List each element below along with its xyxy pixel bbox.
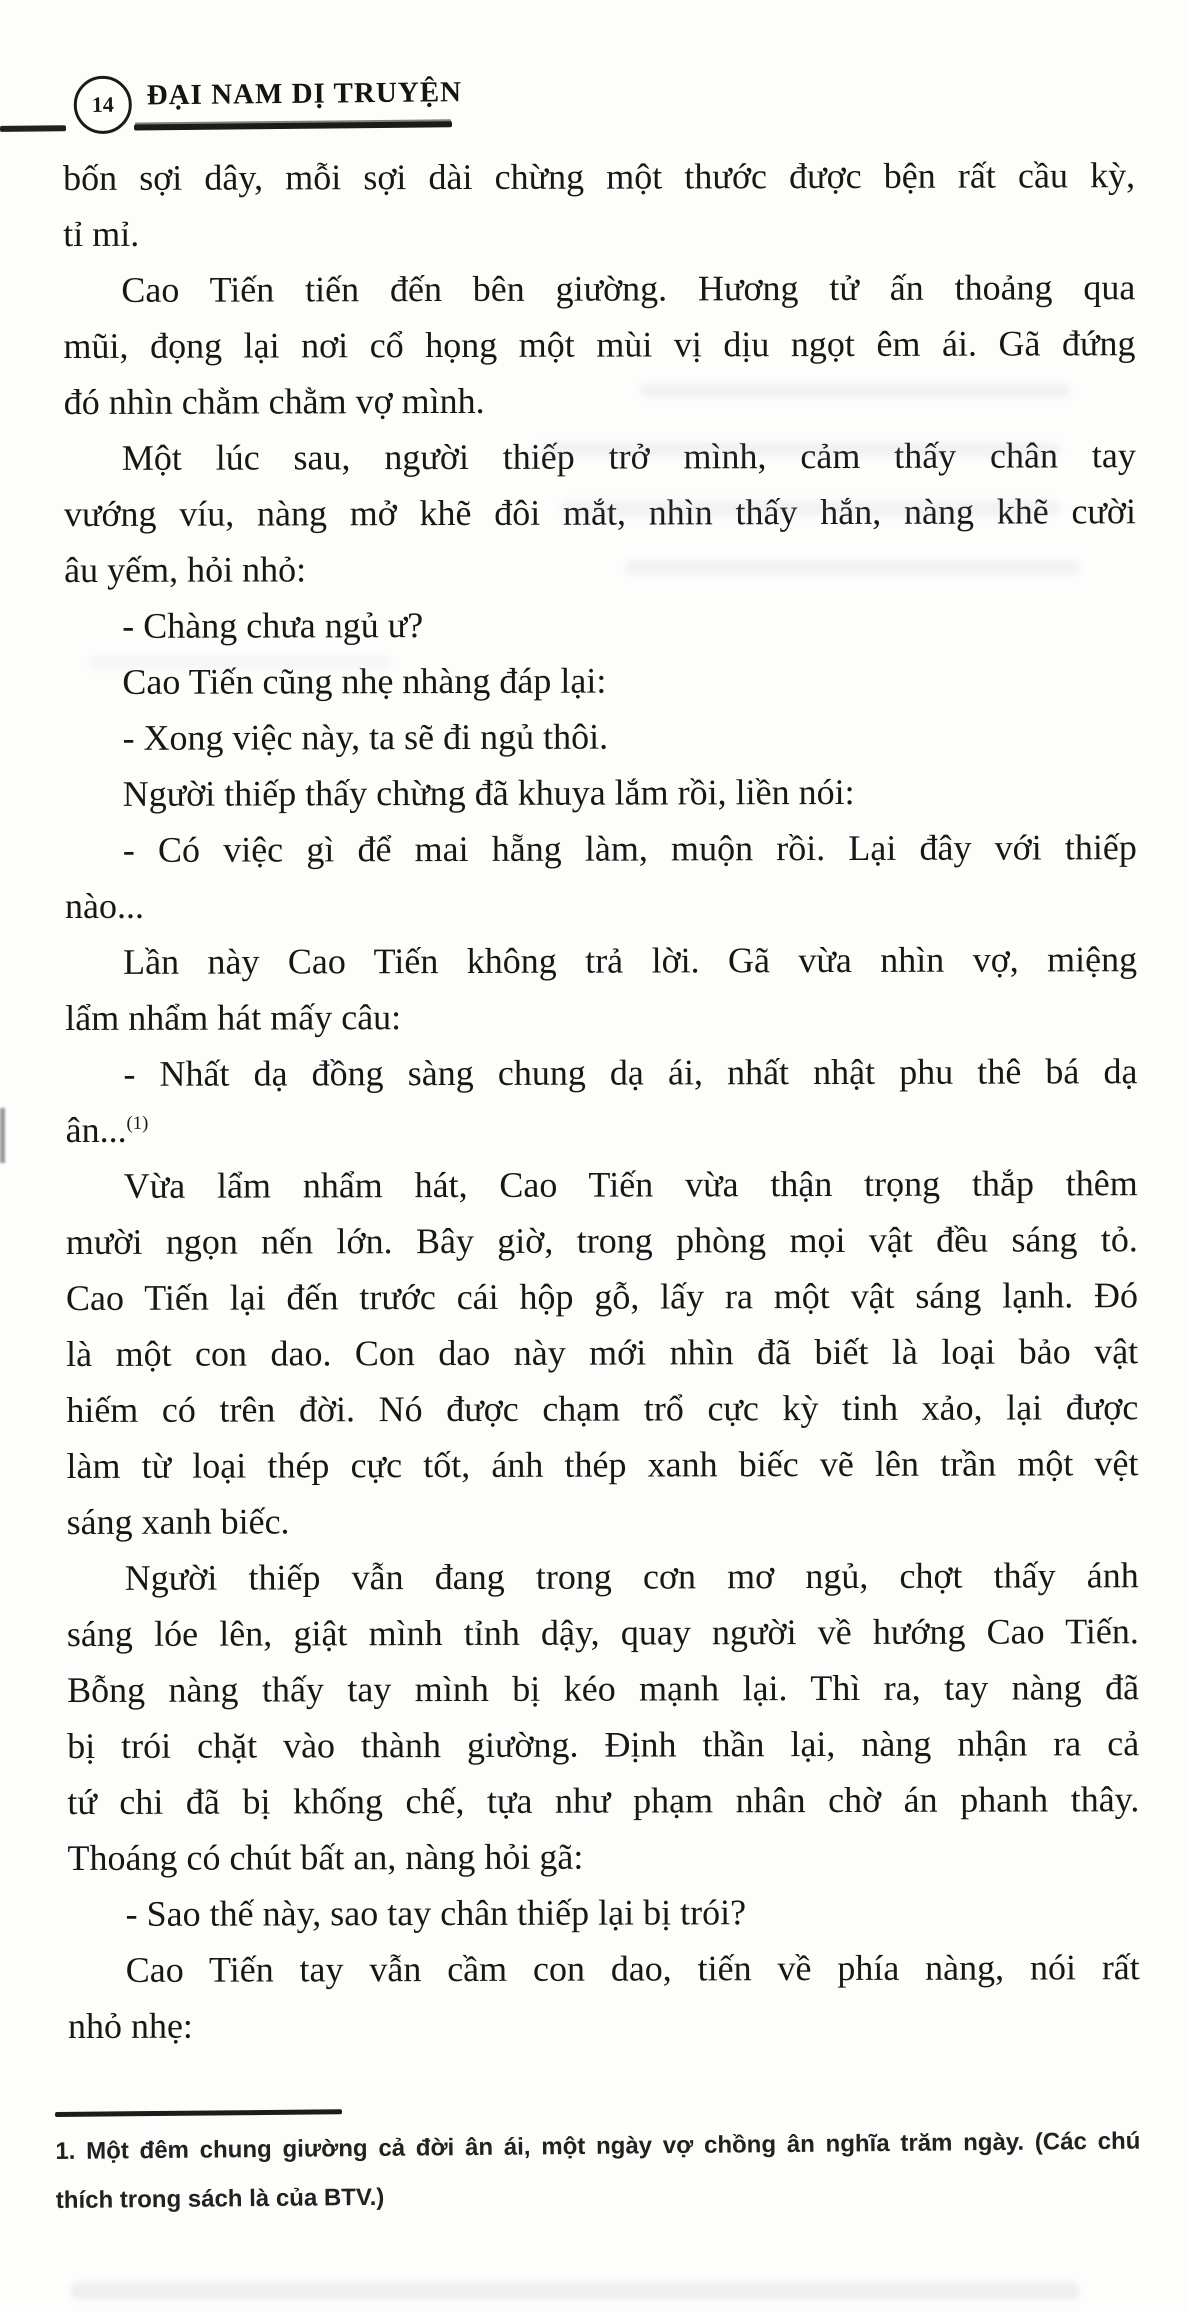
text-line: Vừa lẩm nhẩm hát, Cao Tiến vừa thận trọng thắp thêm — [123, 1163, 1138, 1206]
text-line: - Sao thế này, sao tay chân thiếp lại bị trói? — [125, 1892, 747, 1934]
text-line: Lần này Cao Tiến không trả lời. Gã vừa nhìn vợ, miệng — [123, 939, 1138, 982]
text-line: Cao Tiến tiến đến bên giường. Hương tử ấn thoảng qua — [121, 267, 1136, 310]
header-title-rule — [134, 121, 452, 130]
footnote-marker: (1) — [126, 1112, 149, 1134]
text-line: Cao Tiến tay vẫn cầm con dao, tiến về phía nàng, nói rất — [125, 1947, 1140, 1990]
text-line: vướng víu, nàng mở khẽ đôi mắt, nhìn thấy hắn, nàng khẽ cười — [63, 491, 1137, 534]
header-left-rule — [0, 125, 66, 132]
text-line: ân...$^{(1)}$ — [65, 1109, 149, 1150]
text-line: - Nhất dạ đồng sàng chung dạ ái, nhất nhật phu thê bá dạ — [123, 1051, 1138, 1094]
text-line: bị trói chặt vào thành giường. Định thần lại, nàng nhận ra cả — [67, 1723, 1140, 1766]
bleed-artifact — [70, 2282, 1080, 2300]
text-line: hiếm có trên đời. Nó được chạm trổ cực kỳ tinh xảo, lại được — [66, 1387, 1139, 1430]
text-line: làm từ loại thép cực tốt, ánh thép xanh biếc vẽ lên trần một vệt — [66, 1443, 1139, 1486]
text-line: nào... — [64, 885, 145, 926]
text-line: Người thiếp thấy chừng đã khuya lắm rồi, liền nói: — [122, 771, 855, 814]
text-line: Cao Tiến cũng nhẹ nhàng đáp lại: — [122, 660, 607, 702]
text-line: - Chàng chưa ngủ ư? — [122, 605, 424, 646]
body-text — [63, 147, 1140, 2054]
footnote-rule — [55, 2109, 342, 2117]
text-line: Một lúc sau, người thiếp trở mình, cảm thấy chân tay — [121, 435, 1136, 478]
text-line: - Có việc gì để mai hẵng làm, muộn rồi. Lại đây với thiếp — [122, 827, 1137, 870]
text-line: âu yếm, hỏi nhỏ: — [64, 549, 307, 590]
spine-shadow-mark — [0, 1108, 5, 1163]
text-line: Người thiếp vẫn đang trong cơn mơ ngủ, chợt thấy ánh — [124, 1555, 1139, 1598]
text-line: tứ chi đã bị khống chế, tựa như phạm nhân chờ án phanh thây. — [67, 1779, 1140, 1822]
text-line: tỉ mỉ. — [63, 213, 140, 254]
text-line: mười ngọn nến lớn. Bây giờ, trong phòng mọi vật đều sáng tỏ. — [65, 1219, 1138, 1262]
footnote — [55, 2102, 1141, 2225]
running-title: ĐẠI NAM DỊ TRUYỆN — [146, 76, 463, 112]
text-line: là một con dao. Con dao này mới nhìn đã biết là loại bảo vật — [66, 1331, 1139, 1374]
page-number-badge — [73, 76, 132, 135]
text-line: nhỏ nhẹ: — [67, 2005, 193, 2046]
text-line: Bỗng nàng thấy tay mình bị kéo mạnh lại. Thì ra, tay nàng đã — [66, 1667, 1140, 1710]
text-line: Thoáng có chút bất an, nàng hỏi gã: — [67, 1836, 584, 1878]
text-line: mũi, đọng lại nơi cổ họng một mùi vị dịu ngọt êm ái. Gã đứng — [63, 323, 1136, 366]
text-line: Cao Tiến lại đến trước cái hộp gỗ, lấy ra một vật sáng lạnh. Đó — [65, 1275, 1139, 1318]
text-line: bốn sợi dây, mỗi sợi dài chừng một thước được bện rất cầu kỳ, — [63, 155, 1136, 198]
footnote-line: 1. Một đêm chung giường cả đời ân ái, một ngày vợ chồng ân nghĩa trăm ngày. (Các chú — [55, 2127, 1141, 2165]
page-number: 14 — [91, 91, 114, 117]
text-line: sáng xanh biếc. — [66, 1501, 290, 1542]
footnote-text — [55, 2117, 1141, 2225]
page-header — [0, 59, 1188, 151]
text-line: đó nhìn chằm chằm vợ mình. — [63, 380, 485, 422]
text-line: - Xong việc này, ta sẽ đi ngủ thôi. — [122, 716, 609, 758]
text-line: lẩm nhẩm hát mấy câu: — [65, 997, 402, 1038]
footnote-line: thích trong sách là của BTV.) — [55, 2183, 385, 2214]
text-line: sáng lóe lên, giật mình tỉnh dậy, quay người về hướng Cao Tiến. — [66, 1611, 1139, 1654]
